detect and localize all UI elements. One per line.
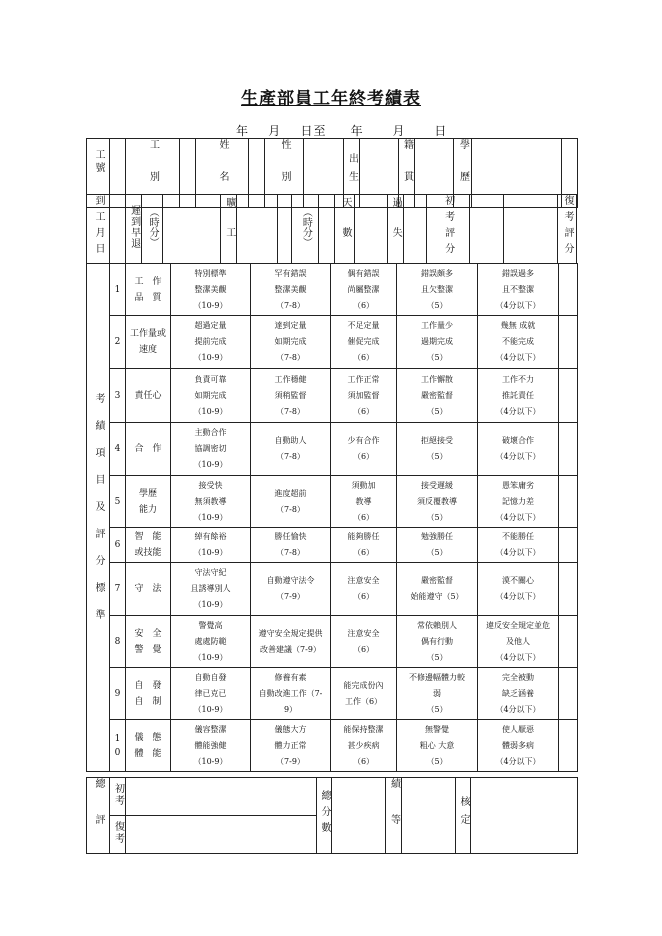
grade-criteria-line: 違反安全規定並危 xyxy=(486,620,550,630)
item-name xyxy=(126,720,171,772)
grade-criteria-cell xyxy=(251,264,331,316)
grade-criteria-line: （10-9） xyxy=(193,460,228,469)
grade-criteria-line: 注意安全 xyxy=(347,576,380,585)
grade-criteria-line: 缺乏涵養 xyxy=(502,688,534,698)
total-score-label: 總分數 xyxy=(319,790,330,838)
origin-label: 籍貫 xyxy=(401,139,413,203)
grade-criteria-line: 不能勝任 xyxy=(502,532,534,541)
grade-criteria-line: （5） xyxy=(426,452,448,461)
grade-criteria-cell xyxy=(251,668,331,720)
grade-criteria-line: （6） xyxy=(352,756,375,766)
grade-criteria-line: 偶有行動 xyxy=(421,636,453,646)
grade-criteria-line: （6） xyxy=(352,592,375,601)
grade-criteria-line: （4分以下） xyxy=(495,756,541,766)
first-review-cell[interactable] xyxy=(126,778,317,816)
grade-criteria-line: （10-9） xyxy=(193,704,228,714)
grade-criteria-line: （4分以下） xyxy=(495,512,541,522)
days-label: 天數 xyxy=(339,197,351,257)
grade-criteria-line: 勝任愉快 xyxy=(274,532,307,541)
grade-criteria-cell xyxy=(397,476,478,528)
grade-criteria-line: 工作不力 xyxy=(502,374,534,384)
grade-criteria-cell xyxy=(171,563,251,616)
second-review-cell[interactable] xyxy=(126,816,317,854)
grade-criteria-cell xyxy=(478,369,559,423)
grade-criteria-line: 工作（6） xyxy=(344,696,383,706)
grade-criteria-cell xyxy=(331,264,397,316)
item-name-line: 能力 xyxy=(138,504,157,515)
item-name-line: 守 法 xyxy=(134,584,162,594)
grade-criteria-line: （7-8） xyxy=(276,452,305,461)
grade-criteria-line: 主動合作 xyxy=(194,428,227,437)
grade-criteria-line: 尚屬整潔 xyxy=(347,284,380,294)
grade-criteria-line: 始能遵守（5） xyxy=(410,592,464,601)
grade-criteria-line: 自動自發 xyxy=(194,672,227,682)
arrival-date-cell[interactable] xyxy=(110,195,126,264)
grade-criteria-line: 律已克已 xyxy=(194,688,227,698)
criteria-row xyxy=(87,528,578,563)
grade-criteria-cell xyxy=(331,563,397,616)
grade-criteria-line: （5） xyxy=(426,512,448,522)
item-name-line: 警 覺 xyxy=(134,644,162,655)
evaluation-criteria-table xyxy=(86,263,578,772)
grade-criteria-cell xyxy=(251,423,331,476)
grade-criteria-line: （7-8） xyxy=(276,353,305,362)
grade-criteria-cell xyxy=(331,423,397,476)
grade-criteria-line: 提前完成 xyxy=(194,337,227,346)
grade-criteria-line: （4分以下） xyxy=(495,300,541,310)
grade-criteria-line: 如期完成 xyxy=(274,337,307,346)
grade-criteria-line: 弱 xyxy=(433,688,441,698)
grade-criteria-line: 9） xyxy=(283,704,298,714)
grade-criteria-cell xyxy=(171,528,251,563)
score-cell[interactable] xyxy=(559,720,578,772)
criteria-row xyxy=(87,264,578,316)
days-cell[interactable] xyxy=(355,195,387,264)
criteria-row xyxy=(87,616,578,668)
item-name-line: 品 質 xyxy=(134,292,162,303)
grade-criteria-line: 協調密切 xyxy=(194,444,227,453)
grade-criteria-cell xyxy=(331,720,397,772)
grade-criteria-line: 過期完成 xyxy=(421,337,453,346)
grade-criteria-line: （5） xyxy=(426,756,448,766)
first-review-label: 初考 xyxy=(112,783,124,807)
grade-criteria-line: 能保持整潔 xyxy=(343,724,384,734)
name-label: 姓名 xyxy=(217,139,228,203)
item-number: 1 xyxy=(110,264,126,316)
gender-label: 性別 xyxy=(279,139,290,203)
grade-criteria-cell xyxy=(251,316,331,369)
second-review-label: 復考 xyxy=(112,821,124,845)
grade-criteria-line: 警覺高 xyxy=(198,620,223,630)
period-line: 年 月 日至 年 月 日 xyxy=(236,124,448,138)
grade-criteria-line: 體能強健 xyxy=(194,740,227,750)
item-name-line: 智 能 xyxy=(134,532,162,542)
grade-criteria-line: （4分以下） xyxy=(495,548,541,557)
criteria-row xyxy=(87,316,578,369)
grade-criteria-line: （4分以下） xyxy=(495,406,541,416)
section-label: 考績項目及評分標準 xyxy=(93,393,104,636)
section-label-cell xyxy=(87,264,110,772)
grade-label: 績等 xyxy=(388,778,400,850)
grade-criteria-cell xyxy=(171,476,251,528)
grade-criteria-line: （10-9） xyxy=(193,756,228,766)
late-early-label: 遲到早退 xyxy=(128,205,140,249)
grade-criteria-cell xyxy=(251,476,331,528)
grade-criteria-cell xyxy=(397,563,478,616)
grade-criteria-line: 遵守安全規定提供 xyxy=(258,628,323,638)
item-number: 4 xyxy=(110,423,126,476)
grade-criteria-line: 注意安全 xyxy=(347,628,380,638)
grade-criteria-line: 嚴密監督 xyxy=(421,390,453,400)
grade-criteria-cell xyxy=(397,668,478,720)
absent-cell[interactable] xyxy=(237,195,278,264)
grade-cell[interactable] xyxy=(402,778,456,854)
grade-criteria-line: 如期完成 xyxy=(194,390,227,400)
grade-criteria-line: （5） xyxy=(426,704,448,714)
item-name xyxy=(126,563,171,616)
grade-criteria-line: 須加監督 xyxy=(347,390,380,400)
second-review-score-label: 復考評分 xyxy=(561,195,573,259)
grade-criteria-line: 須稍監督 xyxy=(274,390,307,400)
grade-criteria-line: 自動改進工作（7- xyxy=(258,688,323,698)
grade-criteria-line: （5） xyxy=(426,548,448,557)
item-number: 5 xyxy=(110,476,126,528)
item-name-line: 自 制 xyxy=(134,696,162,707)
score-cell[interactable] xyxy=(559,369,578,423)
grade-criteria-line: 工作穩健 xyxy=(274,374,307,384)
grade-criteria-cell xyxy=(171,369,251,423)
grade-criteria-line: 少有合作 xyxy=(347,436,380,445)
grade-criteria-line: 改善建議（7-9） xyxy=(260,644,321,654)
summary-table xyxy=(86,777,578,854)
item-number: 9 xyxy=(110,668,126,720)
grade-criteria-line: （10-9） xyxy=(193,406,228,416)
grade-criteria-line: 無警覺 xyxy=(425,724,449,734)
score-cell[interactable] xyxy=(559,616,578,668)
grade-criteria-line: 錯誤過多 xyxy=(502,268,534,278)
criteria-row xyxy=(87,423,578,476)
item-name-line: 速度 xyxy=(138,345,157,355)
grade-criteria-cell xyxy=(397,528,478,563)
item-name-line: 或技能 xyxy=(134,548,162,558)
grade-criteria-line: 無須教導 xyxy=(194,496,227,506)
grade-criteria-line: 破壞合作 xyxy=(502,436,534,445)
grade-criteria-line: 進度超前 xyxy=(274,488,307,498)
first-review-score-label: 初考評分 xyxy=(442,195,454,259)
score-cell[interactable] xyxy=(559,528,578,563)
grade-criteria-line: 工作正常 xyxy=(347,374,380,384)
grade-criteria-line: 錯誤頗多 xyxy=(421,268,453,278)
item-name-line: 體 能 xyxy=(134,748,162,759)
criteria-row xyxy=(87,369,578,423)
grade-criteria-line: 嚴密監督 xyxy=(421,576,453,585)
grade-criteria-line: 常依賴別人 xyxy=(417,620,457,630)
grade-criteria-line: 特別標準 xyxy=(194,268,227,278)
grade-criteria-line: 不足定量 xyxy=(347,321,380,330)
grade-criteria-line: 綽有餘裕 xyxy=(194,532,227,541)
item-name xyxy=(126,264,171,316)
grade-criteria-line: 且不整潔 xyxy=(502,284,534,294)
grade-criteria-line: 愚笨庸劣 xyxy=(502,480,534,490)
grade-criteria-cell xyxy=(251,563,331,616)
item-name xyxy=(126,476,171,528)
grade-criteria-line: 自動助人 xyxy=(274,436,307,445)
grade-criteria-line: 須動加 xyxy=(351,480,376,490)
grade-criteria-line: 能完成份內 xyxy=(343,680,384,690)
grade-criteria-line: 推託責任 xyxy=(502,390,534,400)
grade-criteria-line: （4分以下） xyxy=(495,353,541,362)
criteria-row xyxy=(87,720,578,772)
absent-unit-spacer xyxy=(319,195,335,264)
grade-criteria-line: （6） xyxy=(352,300,375,310)
grade-criteria-cell xyxy=(331,476,397,528)
grade-criteria-line: （5） xyxy=(426,652,448,662)
grade-criteria-line: 且誘導別人 xyxy=(190,584,231,593)
grade-criteria-line: （7-8） xyxy=(276,406,305,416)
grade-criteria-line: 負責可靠 xyxy=(194,374,227,384)
grade-criteria-line: 工作量少 xyxy=(421,321,453,330)
grade-criteria-cell xyxy=(478,563,559,616)
grade-criteria-line: 體力正常 xyxy=(274,740,307,750)
grade-criteria-cell xyxy=(171,264,251,316)
grade-criteria-line: 超過定量 xyxy=(194,321,227,330)
grade-criteria-line: 催促完成 xyxy=(347,337,380,346)
item-name-line: 自 發 xyxy=(134,680,162,691)
birth-label: 出生 xyxy=(346,153,358,189)
absent-unit: （時分） xyxy=(300,207,312,247)
item-name-line: 工 作 xyxy=(134,276,162,287)
late-early-cell[interactable] xyxy=(163,195,221,264)
grade-criteria-line: （10-9） xyxy=(193,353,228,362)
grade-criteria-line: （5） xyxy=(426,353,448,362)
score-cell[interactable] xyxy=(559,316,578,369)
total-eval-label: 總評 xyxy=(93,778,104,850)
criteria-row xyxy=(87,563,578,616)
work-type-label: 工別 xyxy=(147,139,159,203)
grade-criteria-cell xyxy=(397,369,478,423)
grade-criteria-cell xyxy=(251,369,331,423)
criteria-row xyxy=(87,668,578,720)
grade-criteria-line: （10-9） xyxy=(193,548,228,557)
fault-cell[interactable] xyxy=(403,195,426,264)
grade-criteria-line: 接受快 xyxy=(198,480,223,490)
grade-criteria-line: （4分以下） xyxy=(495,592,541,601)
grade-criteria-cell xyxy=(171,720,251,772)
grade-criteria-line: 儀態大方 xyxy=(274,724,307,734)
document-title: 生產部員工年終考績表 xyxy=(241,89,421,109)
grade-criteria-cell xyxy=(331,668,397,720)
employee-id-label: 工號 xyxy=(93,149,104,175)
late-early-unit: （時分） xyxy=(147,207,159,247)
grade-criteria-line: 整潔美觀 xyxy=(194,284,227,294)
grade-criteria-line: （7-8） xyxy=(276,548,305,557)
grade-criteria-line: （7-8） xyxy=(276,300,305,310)
score-cell[interactable] xyxy=(559,563,578,616)
grade-criteria-cell xyxy=(331,616,397,668)
personal-info-row xyxy=(86,138,577,203)
grade-criteria-cell xyxy=(251,616,331,668)
grade-criteria-cell xyxy=(478,316,559,369)
item-name-line: 儀 態 xyxy=(134,732,162,743)
absent-spacer xyxy=(278,195,292,264)
grade-criteria-line: 罕有錯誤 xyxy=(274,268,307,278)
grade-criteria-cell xyxy=(331,528,397,563)
grade-criteria-line: 接受遲緩 xyxy=(421,480,453,490)
grade-criteria-line: （6） xyxy=(352,644,375,654)
item-number: 2 xyxy=(110,316,126,369)
grade-criteria-cell xyxy=(397,316,478,369)
grade-criteria-line: （10-9） xyxy=(193,300,228,310)
grade-criteria-cell xyxy=(478,423,559,476)
grade-criteria-line: （4分以下） xyxy=(495,452,541,461)
grade-criteria-cell xyxy=(171,668,251,720)
score-cell[interactable] xyxy=(559,423,578,476)
grade-criteria-line: 體弱多病 xyxy=(502,740,534,750)
item-name-line: 合 作 xyxy=(134,444,162,454)
grade-criteria-line: 使人厭惡 xyxy=(502,724,534,734)
item-name-line: 責任心 xyxy=(134,390,162,401)
item-name-line: 安 全 xyxy=(134,628,162,639)
grade-criteria-line: （6） xyxy=(352,353,375,362)
item-number: 8 xyxy=(110,616,126,668)
grade-criteria-line: （6） xyxy=(352,548,375,557)
grade-criteria-line: 工作懈散 xyxy=(421,374,453,384)
grade-criteria-cell xyxy=(331,369,397,423)
grade-criteria-line: 記憶力差 xyxy=(502,496,534,506)
grade-criteria-line: 幾無 成就 xyxy=(500,321,536,330)
arrival-date-label: 到工月日 xyxy=(93,195,105,259)
grade-criteria-cell xyxy=(478,720,559,772)
score-cell[interactable] xyxy=(559,264,578,316)
grade-criteria-line: 修養有素 xyxy=(274,672,307,682)
grade-criteria-line: 須反覆教導 xyxy=(417,496,457,506)
grade-criteria-cell xyxy=(251,528,331,563)
grade-criteria-cell xyxy=(171,423,251,476)
approve-cell[interactable] xyxy=(471,778,578,854)
grade-criteria-line: （7-9） xyxy=(276,592,305,601)
grade-criteria-line: （7-9） xyxy=(276,756,305,766)
grade-criteria-line: 漠不關心 xyxy=(502,576,534,585)
grade-criteria-line: 不修邊幅體力較 xyxy=(409,672,465,682)
item-number: 7 xyxy=(110,563,126,616)
item-name-line: 學歷 xyxy=(138,488,157,499)
grade-criteria-line: （5） xyxy=(426,406,448,416)
item-name xyxy=(126,369,171,423)
grade-criteria-cell xyxy=(397,720,478,772)
absent-label: 曠工 xyxy=(223,197,235,257)
grade-criteria-cell xyxy=(478,616,559,668)
grade-criteria-line: （7-8） xyxy=(276,504,305,514)
score-cell[interactable] xyxy=(559,668,578,720)
grade-criteria-line: 能夠勝任 xyxy=(347,532,380,541)
grade-criteria-cell xyxy=(397,616,478,668)
item-name xyxy=(126,616,171,668)
grade-criteria-cell xyxy=(251,720,331,772)
grade-criteria-cell xyxy=(478,528,559,563)
grade-criteria-line: 偶有錯誤 xyxy=(347,268,380,278)
grade-criteria-line: 完全被動 xyxy=(502,672,534,682)
item-number: 6 xyxy=(110,528,126,563)
fault-label: 過失 xyxy=(390,197,402,257)
item-name xyxy=(126,668,171,720)
grade-criteria-line: （10-9） xyxy=(193,652,228,662)
grade-criteria-line: 儀容整潔 xyxy=(194,724,227,734)
grade-criteria-cell xyxy=(171,316,251,369)
item-name-line: 工作量或 xyxy=(129,329,166,339)
grade-criteria-line: 甚少疾病 xyxy=(347,740,380,750)
item-name xyxy=(126,316,171,369)
grade-criteria-line: 拒絕接受 xyxy=(421,436,453,445)
grade-criteria-line: （10-9） xyxy=(193,600,228,609)
item-number: 3 xyxy=(110,369,126,423)
grade-criteria-line: （4分以下） xyxy=(495,652,541,662)
item-number: 10 xyxy=(110,720,126,772)
grade-criteria-cell xyxy=(478,668,559,720)
grade-criteria-cell xyxy=(478,476,559,528)
grade-criteria-line: （10-9） xyxy=(193,512,228,522)
grade-criteria-line: 及他人 xyxy=(506,636,530,646)
grade-criteria-line: （6） xyxy=(352,406,375,416)
grade-criteria-line: 且欠整潔 xyxy=(421,284,453,294)
second-review-score-cell[interactable] xyxy=(503,195,557,264)
grade-criteria-cell xyxy=(331,316,397,369)
criteria-row xyxy=(87,476,578,528)
item-name xyxy=(126,528,171,563)
grade-criteria-line: 教導 xyxy=(355,496,372,506)
grade-criteria-line: （6） xyxy=(352,512,375,522)
grade-criteria-line: 處處防範 xyxy=(194,636,227,646)
approve-label: 核定 xyxy=(458,796,469,832)
grade-criteria-line: 守法守紀 xyxy=(194,568,227,577)
grade-criteria-cell xyxy=(397,264,478,316)
grade-criteria-line: （5） xyxy=(426,300,448,310)
grade-criteria-line: 達到定量 xyxy=(274,321,307,330)
score-cell[interactable] xyxy=(559,476,578,528)
grade-criteria-cell xyxy=(478,264,559,316)
grade-criteria-cell xyxy=(171,616,251,668)
grade-criteria-line: （4分以下） xyxy=(495,704,541,714)
grade-criteria-cell xyxy=(397,423,478,476)
grade-criteria-line: 勉強勝任 xyxy=(421,532,453,541)
grade-criteria-line: 不能完成 xyxy=(502,337,534,346)
education-label: 學歷 xyxy=(457,139,469,203)
first-review-score-cell[interactable] xyxy=(469,195,503,264)
total-score-cell[interactable] xyxy=(332,778,386,854)
grade-criteria-line: （6） xyxy=(352,452,375,461)
item-name xyxy=(126,423,171,476)
grade-criteria-line: 整潔美觀 xyxy=(274,284,307,294)
grade-criteria-line: 粗心 大意 xyxy=(419,740,455,750)
grade-criteria-line: 自動遵守法令 xyxy=(266,576,315,585)
attendance-row xyxy=(86,194,577,264)
